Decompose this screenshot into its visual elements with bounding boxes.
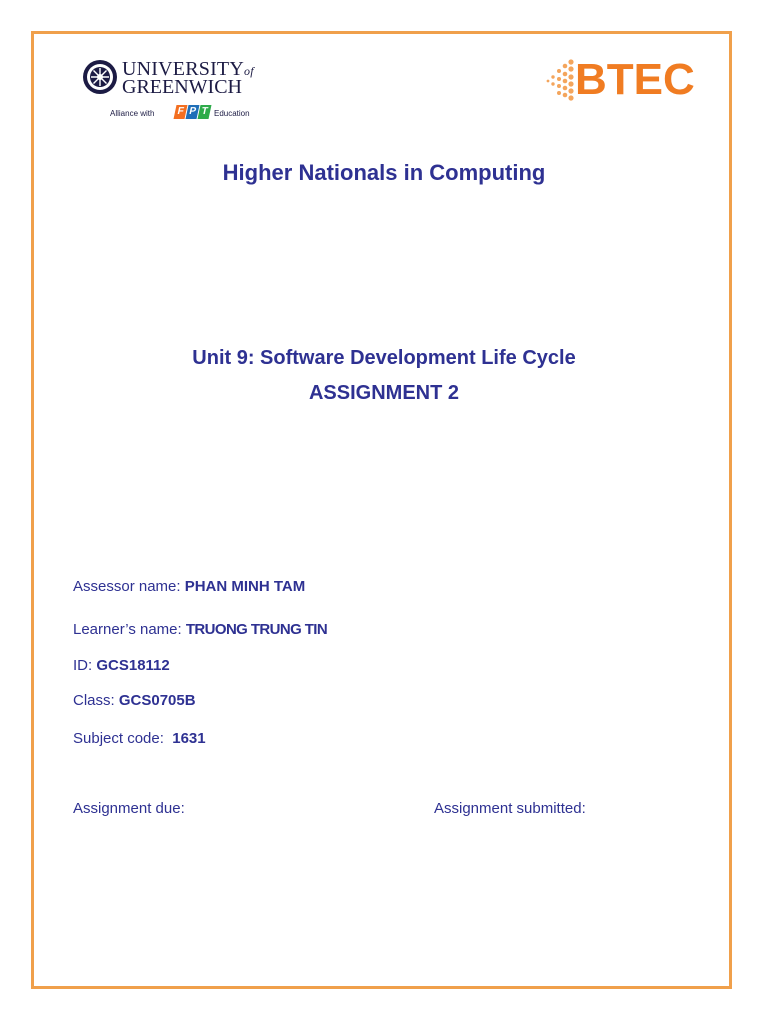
program-title: Higher Nationals in Computing [222, 160, 546, 185]
education-text: Education [214, 109, 250, 118]
fpt-logo [175, 105, 210, 119]
class-field [73, 692, 196, 709]
university-of-greenwich-logo [66, 48, 268, 142]
due-label: Assignment due: [73, 800, 185, 817]
fpt-letter-t: T [198, 105, 212, 119]
submitted-label: Assignment submitted: [434, 800, 586, 817]
greenwich-seal-icon [82, 59, 118, 95]
assessor-value: PHAN MINH TAM [184, 578, 306, 595]
assignment-submitted-field [434, 800, 586, 817]
assessor-label: Assessor name: [73, 578, 185, 595]
fpt-letter-f: F [174, 105, 188, 119]
university-wordmark: UNIVERSITYof [122, 58, 254, 80]
learner-value: TRUONG TRUNG TIN [185, 621, 328, 638]
learner-label: Learner’s name: [73, 621, 186, 638]
btec-wordmark: BTEC [575, 55, 695, 104]
assignment-title: ASSIGNMENT 2 [308, 382, 460, 404]
fpt-letter-p: P [186, 105, 200, 119]
id-value: GCS18112 [96, 657, 170, 674]
subject-value: 1631 [172, 730, 206, 747]
id-label: ID: [73, 657, 97, 674]
assignment-due-field [73, 800, 185, 817]
subject-code-field [73, 730, 206, 747]
learner-name-field [73, 621, 327, 638]
subject-label: Subject code: [73, 730, 173, 747]
unit-title: Unit 9: Software Development Life Cycle [192, 347, 576, 369]
class-value: GCS0705B [118, 692, 196, 709]
btec-logo [545, 55, 700, 105]
greenwich-wordmark: GREENWICH [122, 76, 242, 98]
assessor-name-field [73, 578, 305, 595]
class-label: Class: [73, 692, 119, 709]
id-field [73, 657, 170, 674]
btec-dots-icon [545, 57, 579, 103]
alliance-text: Alliance with [110, 109, 155, 118]
